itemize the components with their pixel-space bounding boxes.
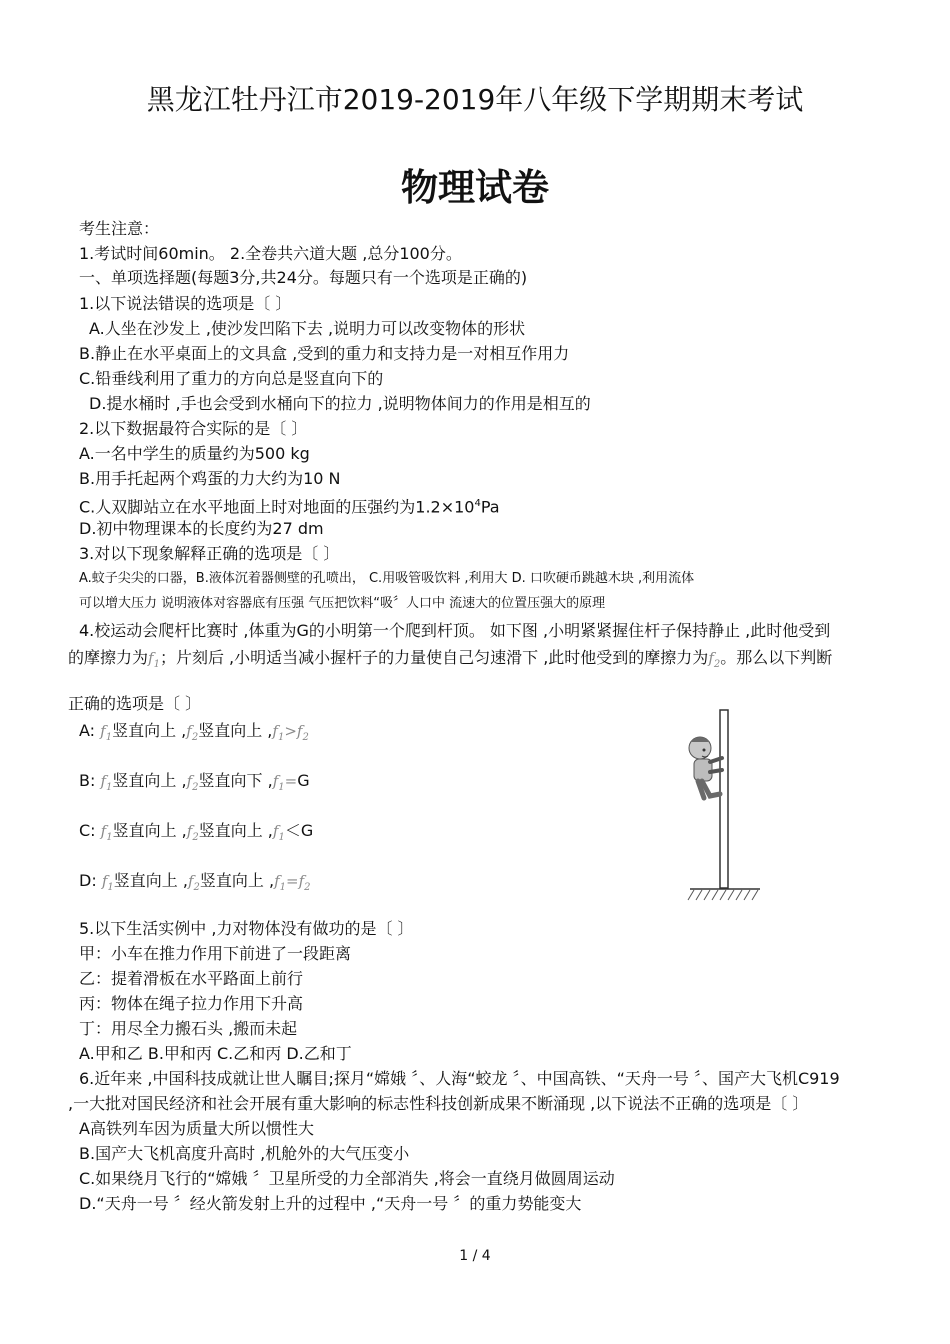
q5-item-yi: 乙：提着滑板在水平路面上前行: [79, 969, 304, 988]
q1-stem: 1.以下说法错误的选项是〔 〕: [79, 294, 292, 313]
document-subtitle: 物理试卷: [401, 166, 549, 209]
q2-option-d: D.初中物理课本的长度约为27 dm: [79, 519, 324, 538]
q2-option-c: C.人双脚站立在水平地面上时对地面的压强约为$1.2\times 10^4Pa$: [79, 497, 500, 517]
q5-item-ding: 丁：用尽全力搬石头 ,搬而未起: [79, 1019, 298, 1038]
q4-option-b: B: $f_1$竖直向上 $,f_2$竖直向下 $,f_1=G$: [79, 771, 310, 793]
q5-item-jia: 甲：小车在推力作用下前进了一段距离: [79, 944, 352, 963]
q6-line1: 6.近年来 ,中国科技成就让世人瞩目;探月“嫦娥 〞、人海“蛟龙 〞、中国高铁、“天舟一号 〞、国产大飞机C919: [79, 1069, 840, 1088]
q2-option-a: A.一名中学生的质量约为500 kg: [79, 444, 310, 463]
notice-line: 1.考试时间60min。 2.全卷共六道大题 ,总分100分。: [79, 244, 462, 263]
q2-option-b: B.用手托起两个鸡蛋的力大约为10 N: [79, 469, 341, 488]
q3-stem: 3.对以下现象解释正确的选项是〔 〕: [79, 544, 340, 563]
q6-option-b: B.国产大飞机高度升高时 ,机舱外的大气压变小: [79, 1144, 410, 1163]
q1-option-b: B.静止在水平桌面上的文具盒 ,受到的重力和支持力是一对相互作用力: [79, 344, 570, 363]
pole-climber-illustration: [680, 700, 770, 910]
q4-line1: 4.校运动会爬杆比赛时 ,体重为G的小明第一个爬到杆顶。 如下图 ,小明紧紧握住杆子保持静止 ,此时他受到: [79, 621, 831, 640]
q6-option-a: A高铁列车因为质量大所以惯性大: [79, 1119, 314, 1138]
document-title: 黑龙江牡丹江市2019-2019年八年级下学期期末考试: [146, 83, 804, 116]
page-number: 1 / 4: [459, 1248, 491, 1264]
f2-symbol: $f_2$: [708, 649, 721, 670]
section-heading: 一、单项选择题(每题3分,共24分。每题只有一个选项是正确的): [79, 268, 528, 287]
q1-option-c: C.铅垂线利用了重力的方向总是竖直向下的: [79, 369, 384, 388]
q6-option-c: C.如果绕月飞行的“嫦娥 〞卫星所受的力全部消失 ,将会一直绕月做圆周运动: [79, 1169, 615, 1188]
q4-line2: 的摩擦力为$f_1$；片刻后 ,小明适当减小握杆子的力量使自己匀速滑下 ,此时他受到的摩擦力为$f_2$。那么以下判断: [68, 648, 833, 670]
q1-option-a: A.人坐在沙发上 ,使沙发凹陷下去 ,说明力可以改变物体的形状: [89, 319, 526, 338]
q3-options-row1: A.蚊子尖尖的口器，B.液体沉着器侧壁的孔喷出， C.用吸管吸饮料 ,利用大 D. 口吹硬币跳越木块 ,利用流体: [79, 571, 695, 586]
ground-hatching: [688, 890, 758, 900]
q5-stem: 5.以下生活实例中 ,力对物体没有做功的是〔 〕: [79, 919, 414, 938]
notice-label: 考生注意：: [79, 219, 160, 238]
q2-stem: 2.以下数据最符合实际的是〔 〕: [79, 419, 308, 438]
q5-item-bing: 丙：物体在绳子拉力作用下升高: [79, 994, 304, 1013]
q4-option-d: D: $f_1$竖直向上 $,f_2$竖直向上 $,f_1=f_2$: [79, 871, 311, 893]
q6-option-d: D.“天舟一号 〞经火箭发射上升的过程中 ,“天舟一号 〞的重力势能变大: [79, 1194, 582, 1213]
q4-option-c: C: $f_1$竖直向上 $,f_2$竖直向上 $,f_1<G$: [79, 821, 314, 843]
q4-option-a: A: $f_1$竖直向上 $,f_2$竖直向上 $,f_1>f_2$: [79, 721, 309, 743]
climber-figure: [689, 737, 722, 798]
q5-options: A.甲和乙 B.甲和丙 C.乙和丙 D.乙和丁: [79, 1044, 352, 1063]
q4-line3: 正确的选项是〔 〕: [68, 694, 202, 713]
q6-line2: ,一大批对国民经济和社会开展有重大影响的标志性科技创新成果不断涌现 ,以下说法不正确的选项是〔 〕: [68, 1094, 809, 1113]
q3-options-row2: 可以增大压力 说明液体对容器底有压强 气压把饮料“吸〞人口中 流速大的位置压强大的原理: [79, 596, 606, 611]
f1-symbol: $f_1$: [148, 649, 160, 670]
pole: [720, 710, 728, 888]
q1-option-d: D.提水桶时 ,手也会受到水桶向下的拉力 ,说明物体间力的作用是相互的: [89, 394, 591, 413]
